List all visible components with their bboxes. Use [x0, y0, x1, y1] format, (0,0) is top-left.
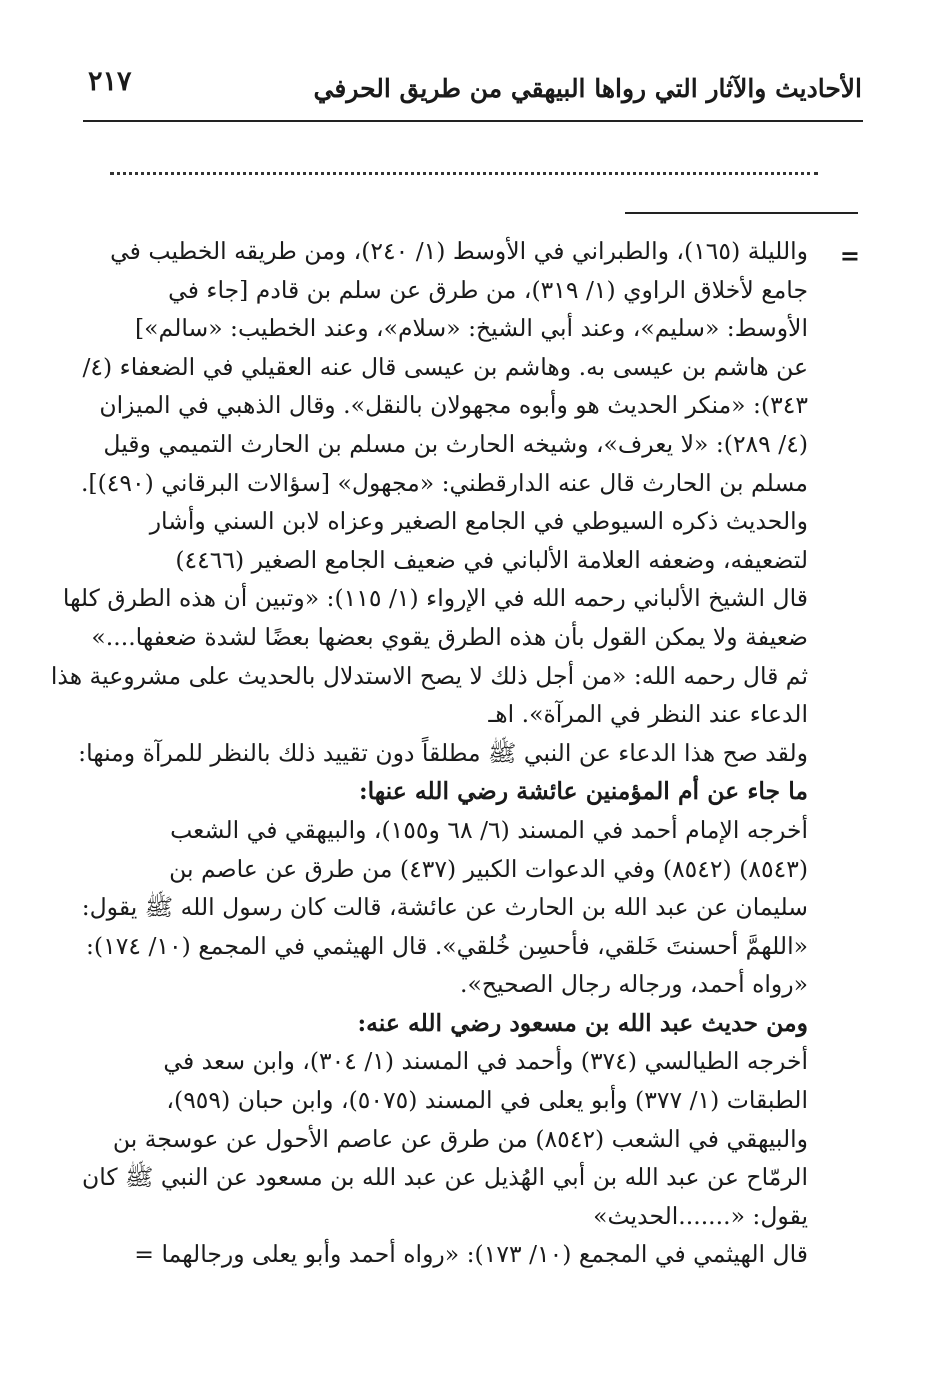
text-line: (٤/ ٢٨٩): «لا يعرف»، وشيخه الحارث بن مسلم بن الحارث التميمي وقيل [103, 429, 808, 458]
text-line: «رواه أحمد، ورجاله رجال الصحيح». [460, 970, 808, 999]
text-line: ثم قال رحمه الله: «من أجل ذلك لا يصح الاستدلال بالحديث على مشروعية هذا [50, 661, 808, 690]
header-rule [83, 120, 863, 122]
section-heading-ibn-masud: ومن حديث عبد الله بن مسعود رضي الله عنه: [357, 1008, 808, 1037]
text-line: مسلم بن الحارث قال عنه الدارقطني: «مجهول» [سؤالات البرقاني (٤٩٠)]. [80, 468, 808, 497]
text-line: أخرجه الطيالسي (٣٧٤) وأحمد في المسند (١/ ٣٠٤)، وابن سعد في [163, 1047, 808, 1076]
text-line: (٨٥٤٣) (٨٥٤٢) وفي الدعوات الكبير (٤٣٧) من طرق عن عاصم بن [169, 854, 808, 883]
section-heading-aisha: ما جاء عن أم المؤمنين عائشة رضي الله عنها: [358, 777, 808, 806]
text-line: أخرجه الإمام أحمد في المسند (٦/ ٦٨ و١٥٥)، والبيهقي في الشعب [170, 815, 808, 844]
text-line: سليمان عن عبد الله بن الحارث عن عائشة، قالت كان رسول الله ﷺ يقول: [81, 893, 808, 922]
text-line: الأوسط: «سليم»، وعند أبي الشيخ: «سلام»، وعند الخطيب: «سالم»] [135, 314, 808, 343]
text-line: يقول: «.......الحديث» [593, 1201, 808, 1230]
text-line: قال الشيخ الألباني رحمه الله في الإرواء (١/ ١١٥): «وتبين أن هذه الطرق كلها [62, 584, 808, 613]
text-line: والليلة (١٦٥)، والطبراني في الأوسط (١/ ٢٤٠)، ومن طريقه الخطيب في [110, 237, 808, 265]
text-line: جامع لأخلاق الراوي (١/ ٣١٩)، من طرق عن سلم بن قادم [جاء في [168, 275, 808, 304]
footnote-rule [625, 212, 858, 214]
dotted-separator [110, 172, 818, 175]
text-line: قال الهيثمي في المجمع (١٠/ ١٧٣): «رواه أحمد وأبو يعلى ورجالهما = [134, 1240, 808, 1269]
text-line: ٣٤٣): «منكر الحديث هو وأبوه مجهولان بالنقل». وقال الذهبي في الميزان [99, 391, 808, 420]
text-line: والحديث ذكره السيوطي في الجامع الصغير وعزاه لابن السني وأشار [149, 507, 808, 536]
text-line: عن هاشم بن عيسى به. وهاشم بن عيسى قال عنه العقيلي في الضعفاء (٤/ [82, 352, 808, 381]
text-line: الطبقات (١/ ٣٧٧) وأبو يعلى في المسند (٥٠٧٥)، وابن حبان (٩٥٩)، [166, 1086, 808, 1115]
page-number: ٢١٧ [88, 66, 132, 97]
text-line: لتضعيفه، وضعفه العلامة الألباني في ضعيف الجامع الصغير (٤٤٦٦) [175, 545, 808, 574]
text-line: «اللهمَّ أحسنتَ خَلقي، فأحسِن خُلقي». قال الهيثمي في المجمع (١٠/ ١٧٤): [86, 931, 808, 960]
text-line: الرمّاح عن عبد الله بن أبي الهُذيل عن عبد الله بن مسعود عن النبي ﷺ كان [81, 1163, 808, 1192]
text-line: والبيهقي في الشعب (٨٥٤٢) من طرق عن عاصم الأحول عن عوسجة بن [112, 1124, 808, 1153]
footnote-body [50, 232, 808, 1274]
running-header-title: الأحاديث والآثار التي رواها البيهقي من طريق الحرفي [313, 74, 862, 103]
text-line: ولقد صح هذا الدعاء عن النبي ﷺ مطلقاً دون تقييد ذلك بالنظر للمرآة ومنها: [78, 738, 808, 767]
continuation-mark: = [839, 241, 860, 270]
text-line: ضعيفة ولا يمكن القول بأن هذه الطرق يقوي بعضها بعضًا لشدة ضعفها....» [91, 622, 808, 651]
text-line: الدعاء عند النظر في المرآة». اهـ [488, 700, 808, 729]
